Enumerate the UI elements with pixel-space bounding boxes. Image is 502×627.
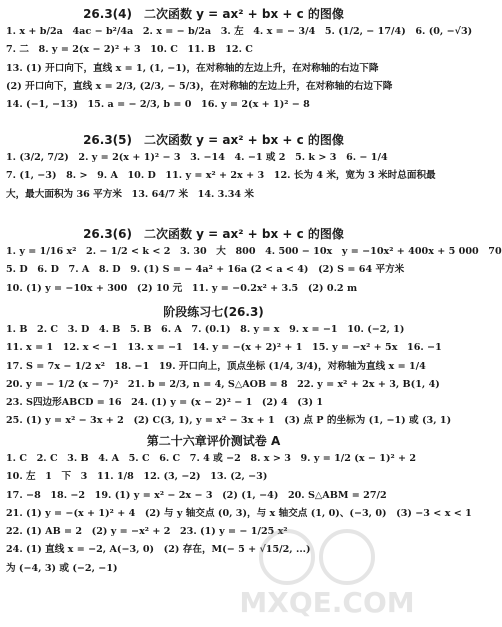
answer-line: 22. (1) AB = 2 (2) y = −x² + 2 23. (1) y = − 1/25 x² — [6, 526, 288, 538]
answer-line: 17. −8 18. −2 19. (1) y = x² − 2x − 3 (2) (1, −4) 20. S△ABM = 27/2 — [6, 489, 387, 501]
answer-line: 1. B 2. C 3. D 4. B 5. B 6. A 7. (0.1) 8. y = x 9. x = −1 10. (−2, 1) — [6, 324, 405, 335]
section-title: 第二十六章评价测试卷 A — [146, 434, 281, 448]
section-26-3-4 — [0, 5, 473, 114]
section-title: 26.3(4) 二次函数 y = ax² + bx + c 的图像 — [83, 7, 344, 21]
answer-line: 大，最大面积为 36 平方米 13. 64/7 米 14. 3.34 米 — [6, 188, 254, 200]
answer-line: 14. (−1, −13) 15. a = − 2/3, b = 0 16. y = 2(x + 1)² − 8 — [6, 99, 310, 111]
answer-line: 20. y = − 1/2 (x − 7)² 21. b = 2/3, n = 4, S△AOB = 8 22. y = x² + 2x + 3, B(1, 4) — [6, 378, 440, 390]
answer-line: 5. D 6. D 7. A 8. D 9. (1) S = − 4a² + 16a (2 < a < 4) (2) S = 64 平方米 — [6, 264, 405, 276]
answer-line: 为 (−4, 3) 或 (−2, −1) — [6, 562, 118, 574]
answer-line: 13. (1) 开口向下，直线 x = 1, (1, −1)，在对称轴的左边上升，在对称轴的右边下降 — [6, 62, 379, 74]
answer-line: 11. x = 1 12. x < −1 13. x = −1 14. y = −(x + 2)² + 1 15. y = −x² + 5x 16. −1 — [6, 342, 442, 354]
answer-line: 10. (1) y = −10x + 300 (2) 10 元 11. y = −0.2x² + 3.5 (2) 0.2 m — [6, 282, 358, 294]
answer-line: 10. 左 1 下 3 11. 1/8 12. (3, −2) 13. (2, −3) — [6, 471, 268, 483]
answer-line: 1. x + b/2a 4ac − b²/4a 2. x = − b/2a 3. 左 4. x = − 3/4 5. (1/2, − 17/4) 6. (0, −√3) — [6, 26, 473, 37]
answer-line: 23. S四边形ABCD = 16 24. (1) y = (x − 2)² − 1 (2) 4 (3) 1 — [6, 397, 324, 409]
section-stage-practice-7 — [0, 303, 452, 431]
answer-line: 17. S = 7x − 1/2 x² 18. −1 19. 开口向上，顶点坐标 (1/4, 3/4)，对称轴为直线 x = 1/4 — [6, 360, 426, 372]
section-26-3-6 — [0, 225, 502, 298]
section-title: 26.3(5) 二次函数 y = ax² + bx + c 的图像 — [83, 133, 344, 147]
answer-line: 1. (3/2, 7/2) 2. y = 2(x + 1)² − 3 3. −14 4. −1 或 2 5. k > 3 6. − 1/4 — [6, 152, 388, 163]
answer-line: 1. y = 1/16 x² 2. − 1/2 < k < 2 3. 30 大 800 4. 500 − 10x y = −10x² + 400x + 5 000 70 — [6, 246, 502, 257]
answer-line: 25. (1) y = x² − 3x + 2 (2) C(3, 1), y = x² − 3x + 1 (3) 点 P 的坐标为 (1, −1) 或 (3, 1) — [6, 415, 452, 427]
section-chapter-26-test-a — [0, 432, 472, 578]
answer-line: 24. (1) 直线 x = −2, A(−3, 0) (2) 存在，M(− 5 + √15/2, ...) — [6, 544, 311, 556]
answer-line: (2) 开口向下，直线 x = 2/3, (2/3, − 5/3)，在对称轴的左边上升，在对称轴的右边下降 — [6, 80, 393, 92]
answer-line: 7. (1, −3) 8. > 9. A 10. D 11. y = x² + 2x + 3 12. 长为 4 米，宽为 3 米时总面积最 — [6, 170, 436, 182]
answer-line: 21. (1) y = −(x + 1)² + 4 (2) 与 y 轴交点 (0, 3)，与 x 轴交点 (1, 0)、(−3, 0) (3) −3 < x < 1 — [6, 507, 472, 519]
section-26-3-5 — [0, 131, 436, 204]
section-title: 阶段练习七(26.3) — [163, 305, 264, 319]
section-title: 26.3(6) 二次函数 y = ax² + bx + c 的图像 — [83, 227, 344, 241]
watermark-text: MXQE.COM — [239, 586, 415, 619]
answer-line: 7. 二 8. y = 2(x − 2)² + 3 10. C 11. B 12. C — [6, 44, 253, 56]
answer-line: 1. C 2. C 3. B 4. A 5. C 6. C 7. 4 或 −2 8. x > 3 9. y = 1/2 (x − 1)² + 2 — [6, 453, 417, 464]
